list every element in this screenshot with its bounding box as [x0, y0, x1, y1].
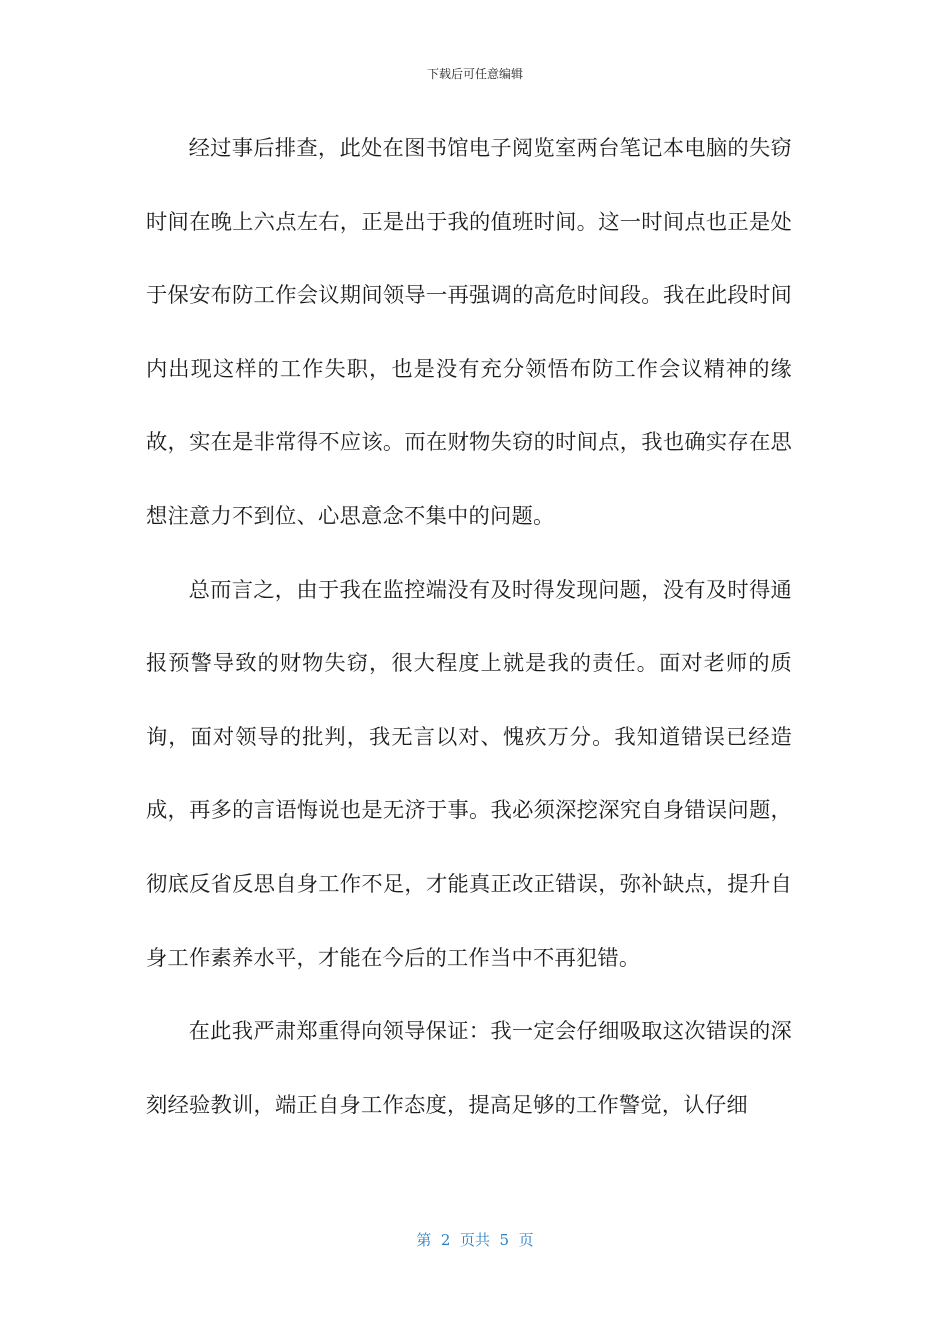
paragraph-3: 在此我严肃郑重得向领导保证：我一定会仔细吸取这次错误的深刻经验教训，端正自身工作态度，提高足够的工作警觉，认仔细: [146, 1019, 792, 1118]
page-footer: [0, 1230, 950, 1250]
page-header-note: 下载后可任意编辑: [426, 67, 523, 81]
page-number-label: 第 2 页共 5 页: [416, 1231, 534, 1249]
paragraph-2: 总而言之，由于我在监控端没有及时得发现问题，没有及时得通报预警导致的财物失窃，很大程度上就是我的责任。面对老师的质询，面对领导的批判，我无言以对、愧疚万分。我知道错误已经造成，再多的言语悔说也是无济于事。我必须深挖深究自身错误问题，彻底反省反思自身工作不足，才能真正改正错误，弥补缺点，提升自身工作素养水平，才能在今后的工作当中不再犯错。: [146, 577, 792, 971]
paragraph-1: 经过事后排查，此处在图书馆电子阅览室两台笔记本电脑的失窃时间在晚上六点左右，正是出于我的值班时间。这一时间点也正是处于保安布防工作会议期间领导一再强调的高危时间段。我在此段时间内出现这样的工作失职，也是没有充分领悟布防工作会议精神的缘故，实在是非常得不应该。而在财物失窃的时间点，我也确实存在思想注意力不到位、心思意念不集中的问题。: [146, 136, 792, 529]
document-body: [146, 112, 792, 1142]
